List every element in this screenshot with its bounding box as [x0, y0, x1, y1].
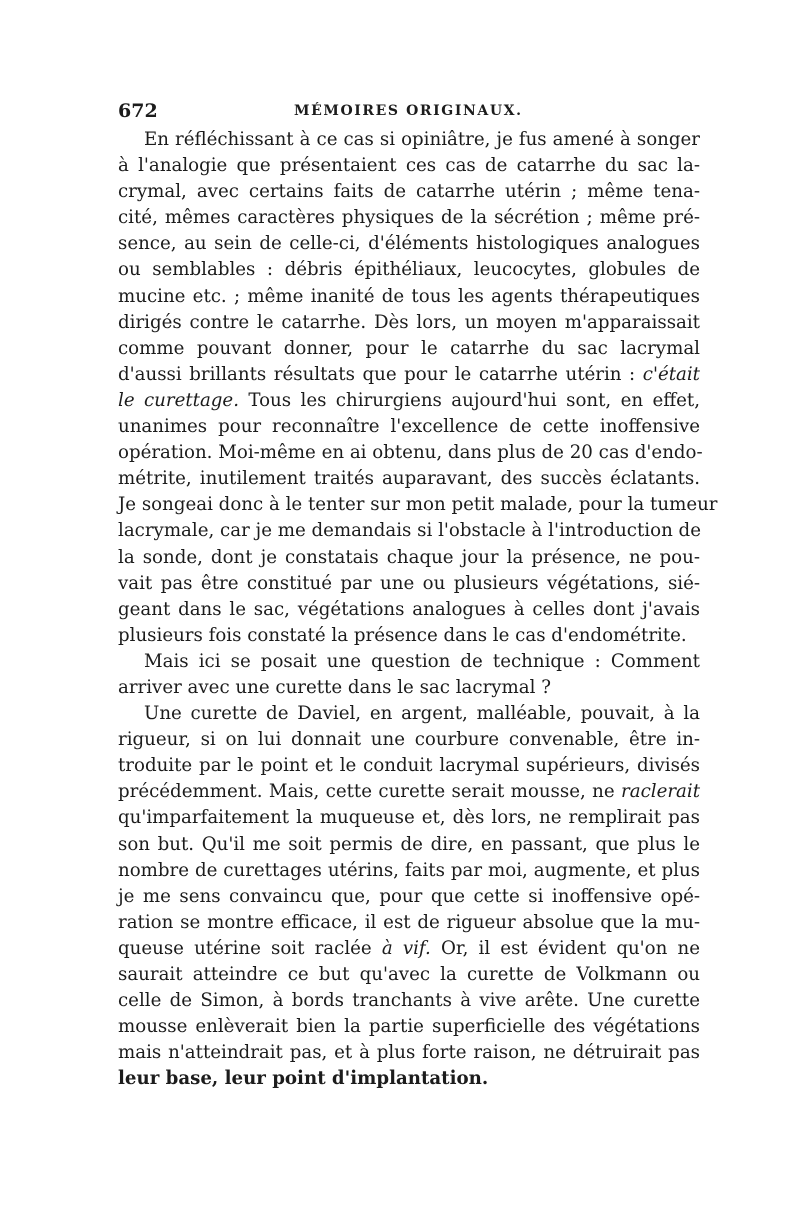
text-line: nombre de curettages utérins, faits par moi, augmente, et plus	[118, 859, 700, 881]
text-line: plusieurs fois constaté la présence dans le cas d'endométrite.	[118, 624, 687, 646]
text-line: la sonde, dont je constatais chaque jour la présence, ne pou-	[118, 546, 700, 568]
text-line	[118, 388, 700, 414]
text-line: saurait atteindre ce but qu'avec la curette de Volkmann ou	[118, 964, 700, 985]
italic-run: à vif.	[381, 937, 431, 959]
text-line: lacrymale, car je me demandais si l'obstacle à l'introduction de	[118, 520, 701, 542]
text-line: troduite par le point et le conduit lacrymal supérieurs, divisés	[118, 755, 700, 777]
text-line: mais n'atteindrait pas, et à plus forte raison, ne détruirait pas	[118, 1042, 700, 1064]
text-line: dirigés contre le catarrhe. Dès lors, un moyen m'apparaissait	[118, 311, 700, 333]
text-line: qu'imparfaitement la muqueuse et, dès lors, ne remplirait pas	[118, 807, 700, 829]
text-line: Mais ici se posait une question de technique : Comment	[144, 650, 700, 672]
text-line: cité, mêmes caractères physiques de la sécrétion ; même pré-	[118, 207, 700, 229]
text-line: celle de Simon, à bords tranchants à vive arête. Une curette	[118, 990, 700, 1012]
running-title: MÉMOIRES ORIGINAUX.	[294, 103, 523, 119]
page-header	[118, 100, 698, 128]
text-line	[118, 936, 700, 962]
text-run: Or, il est évident qu'on ne	[440, 937, 700, 959]
body-text	[118, 127, 718, 1092]
text-run: précédemment. Mais, cette curette serait mousse, ne	[118, 781, 615, 803]
italic-run: le curettage.	[118, 389, 239, 411]
text-line: à l'analogie que présentaient ces cas de catarrhe du sac la-	[118, 155, 700, 177]
text-line: ration se montre efficace, il est de rigueur absolue que la mu-	[118, 911, 700, 933]
text-line: comme pouvant donner, pour le catarrhe du sac lacrymal	[118, 337, 700, 359]
text-line: je me sens convaincu que, pour que cette si inoffensive opé-	[118, 885, 700, 907]
text-line: rigueur, si on lui donnait une courbure convenable, être in-	[118, 729, 700, 751]
text-line: mucine etc. ; même inanité de tous les agents thérapeutiques	[118, 285, 700, 307]
text-line	[118, 779, 700, 805]
text-line: unanimes pour reconnaître l'excellence de cette inoffensive	[118, 416, 700, 438]
text-line: crymal, avec certains faits de catarrhe utérin ; même tena-	[118, 181, 700, 203]
text-line: son but. Qu'il me soit permis de dire, en passant, que plus le	[118, 833, 700, 855]
text-run: d'aussi brillants résultats que pour le catarrhe utérin :	[118, 363, 636, 385]
text-line: métrite, inutilement traités auparavant, des succès éclatants.	[118, 468, 700, 490]
page-number: 672	[118, 100, 158, 122]
text-line: geant dans le sac, végétations analogues à celles dont j'avais	[118, 598, 700, 620]
text-line: leur base, leur point d'implantation.	[118, 1068, 489, 1090]
italic-run: c'était	[642, 363, 700, 385]
text-line: sence, au sein de celle-ci, d'éléments histologiques analogues	[118, 233, 700, 255]
text-line: vait pas être constitué par une ou plusieurs végétations, sié-	[118, 572, 700, 594]
text-line: arriver avec une curette dans le sac lacrymal ?	[118, 676, 551, 698]
text-line: En réfléchissant à ce cas si opiniâtre, je fus amené à songer	[144, 129, 700, 150]
italic-run: raclerait	[621, 781, 700, 803]
text-run: Tous les chirurgiens aujourd'hui sont, en effet,	[248, 389, 700, 411]
text-line: ou semblables : débris épithéliaux, leucocytes, globules de	[118, 259, 700, 281]
text-line: Je songeai donc à le tenter sur mon petit malade, pour la tumeur	[118, 494, 718, 516]
text-run: queuse utérine soit raclée	[118, 937, 372, 959]
text-line: mousse enlèverait bien la partie superficielle des végétations	[118, 1016, 700, 1038]
text-line	[118, 362, 700, 388]
text-line: Une curette de Daviel, en argent, malléable, pouvait, à la	[144, 703, 700, 725]
text-line: opération. Moi-même en ai obtenu, dans plus de 20 cas d'endo-	[118, 442, 703, 464]
